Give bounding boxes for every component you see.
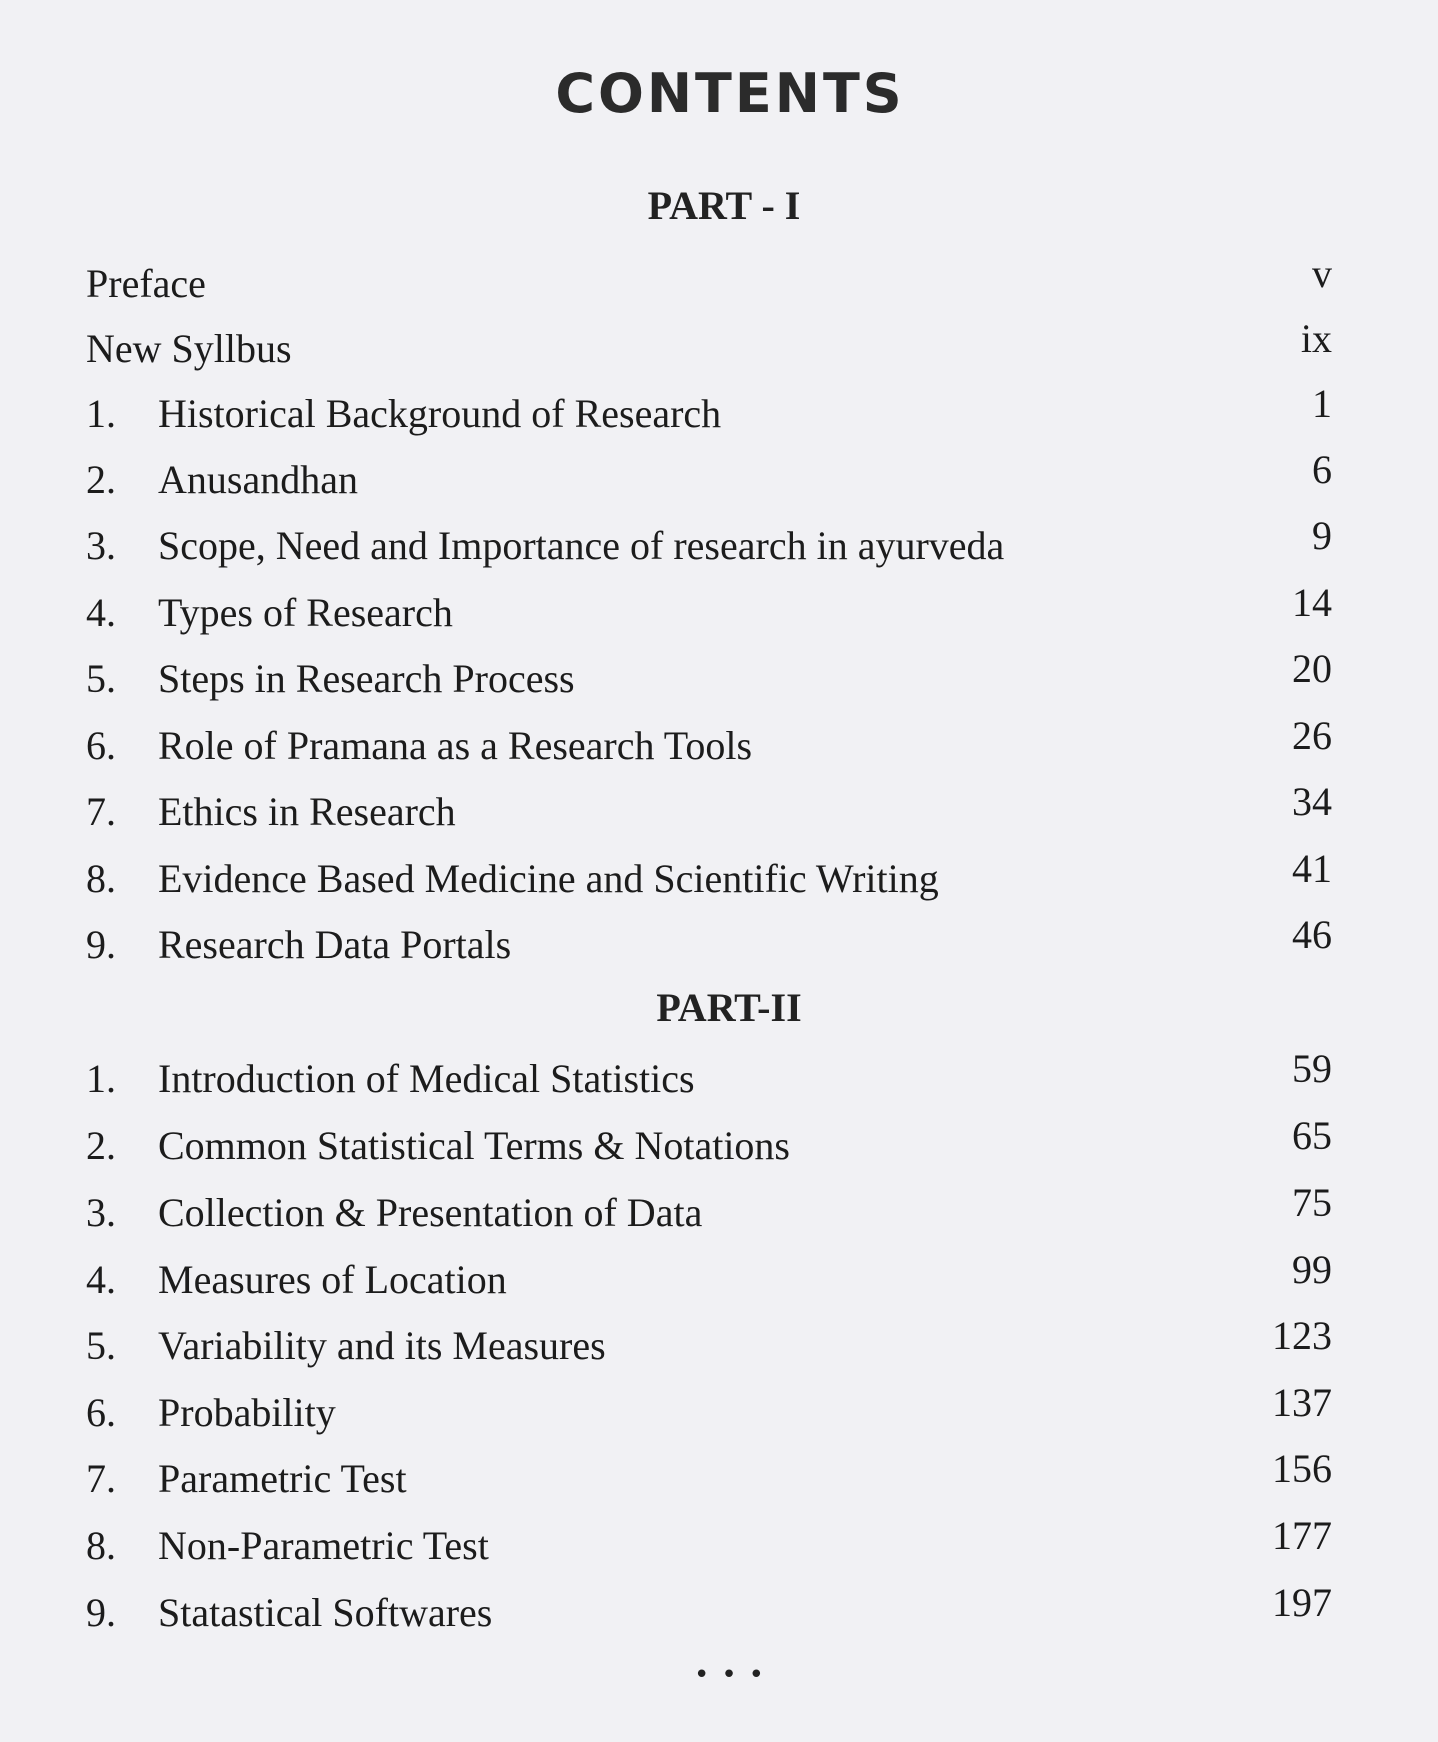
toc-entry-label: Role of Pramana as a Research Tools: [158, 723, 753, 768]
toc-entry-label: Preface: [86, 261, 206, 306]
toc-entry: [86, 1513, 1332, 1580]
toc-entry-page: 137: [1272, 1380, 1332, 1425]
toc-entry-number: 8.: [86, 856, 116, 901]
toc-entry-number: 4.: [86, 1257, 116, 1302]
toc-entry: [86, 1380, 1332, 1447]
toc-entry-page: v: [1312, 251, 1332, 296]
toc-entry-number: 5.: [86, 1323, 116, 1368]
toc-entry: [86, 846, 1332, 913]
toc-entry-page: 9: [1312, 513, 1332, 558]
toc-entry-number: 4.: [86, 590, 116, 635]
toc-entry-page: 26: [1292, 713, 1332, 758]
toc-entry-number: 8.: [86, 1523, 116, 1568]
toc-entry: [86, 1580, 1332, 1647]
toc-entry: [86, 1046, 1332, 1113]
toc-entry-page: 65: [1292, 1113, 1332, 1158]
toc-entry-page: 99: [1292, 1247, 1332, 1292]
toc-entry: [86, 381, 1332, 448]
toc-entry-page: 156: [1272, 1446, 1332, 1491]
toc-entry-page: 59: [1292, 1046, 1332, 1091]
toc-entry-label: Steps in Research Process: [158, 656, 575, 701]
toc-entry-number: 3.: [86, 1190, 116, 1235]
toc-entry-number: 9.: [86, 922, 116, 967]
toc-entry-page: 41: [1292, 846, 1332, 891]
toc-entry-number: 7.: [86, 789, 116, 834]
toc-entry-page: 75: [1292, 1180, 1332, 1225]
toc-entry-number: 3.: [86, 523, 116, 568]
toc-entry-label: Measures of Location: [158, 1257, 507, 1302]
toc-entry: [86, 513, 1332, 580]
toc-entry-page: ix: [1300, 316, 1332, 361]
toc-entry-page: 1: [1312, 381, 1332, 426]
toc-entry-number: 6.: [86, 1390, 116, 1435]
toc-entry-new-syllbus: [86, 316, 1332, 383]
toc-entry-number: 2.: [86, 457, 116, 502]
toc-entry-number: 9.: [86, 1590, 116, 1635]
toc-entry: [86, 779, 1332, 846]
page-title: CONTENTS: [555, 62, 905, 125]
toc-entry-label: Introduction of Medical Statistics: [158, 1056, 695, 1101]
part2-heading: PART-II: [656, 985, 802, 1030]
toc-entry-page: 14: [1292, 580, 1332, 625]
toc-entry-page: 197: [1272, 1580, 1332, 1625]
toc-entry-page: 20: [1292, 646, 1332, 691]
toc-entry: [86, 1313, 1332, 1380]
toc-entry: [86, 580, 1332, 647]
toc-entry: [86, 1180, 1332, 1247]
toc-entry-label: Collection & Presentation of Data: [158, 1190, 703, 1235]
toc-entry-number: 2.: [86, 1123, 116, 1168]
toc-entry-label: Non-Parametric Test: [158, 1523, 489, 1568]
toc-entry: [86, 447, 1332, 514]
toc-entry-label: Anusandhan: [158, 457, 358, 502]
toc-entry-preface: [86, 251, 1332, 318]
toc-entry-label: Research Data Portals: [158, 922, 512, 967]
part1-heading: PART - I: [647, 183, 801, 228]
toc-entry: [86, 1446, 1332, 1513]
toc-entry-number: 1.: [86, 391, 116, 436]
toc-entry: [86, 646, 1332, 713]
toc-entry-label: Parametric Test: [158, 1456, 407, 1501]
toc-entry-page: 123: [1272, 1313, 1332, 1358]
toc-entry-number: 6.: [86, 723, 116, 768]
end-ornament: •••: [693, 1660, 776, 1690]
toc-entry-label: Statastical Softwares: [158, 1590, 493, 1635]
toc-entry: [86, 912, 1332, 979]
toc-entry-number: 5.: [86, 656, 116, 701]
toc-entry-label: Scope, Need and Importance of research in ayurveda: [158, 523, 1005, 568]
toc-entry-label: Variability and its Measures: [158, 1323, 606, 1368]
toc-entry-number: 7.: [86, 1456, 116, 1501]
toc-entry: [86, 1247, 1332, 1314]
toc-entry-label: Types of Research: [158, 590, 453, 635]
toc-entry-page: 46: [1292, 912, 1332, 957]
toc-entry-label: Evidence Based Medicine and Scientific Writing: [158, 856, 939, 901]
toc-entry-label: Ethics in Research: [158, 789, 456, 834]
toc-entry-label: New Syllbus: [86, 326, 292, 371]
toc-entry: [86, 713, 1332, 780]
toc-entry: [86, 1113, 1332, 1180]
toc-entry-page: 6: [1312, 447, 1332, 492]
toc-entry-page: 177: [1272, 1513, 1332, 1558]
toc-entry-number: 1.: [86, 1056, 116, 1101]
toc-entry-label: Historical Background of Research: [158, 391, 722, 436]
toc-entry-label: Common Statistical Terms & Notations: [158, 1123, 790, 1168]
toc-entry-page: 34: [1292, 779, 1332, 824]
toc-entry-label: Probability: [158, 1390, 336, 1435]
